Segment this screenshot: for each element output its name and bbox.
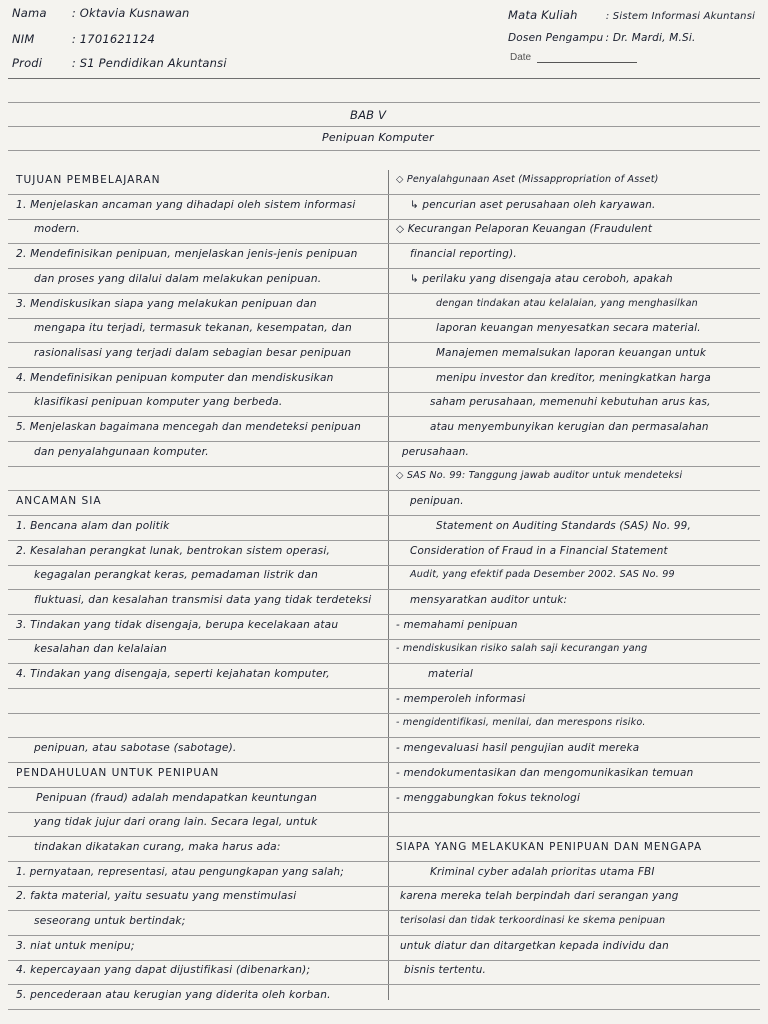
left-text-line: 1. pernyataan, representasi, atau pengungkapan yang salah; bbox=[16, 865, 344, 878]
left-text-line: kegagalan perangkat keras, pemadaman listrik dan bbox=[34, 569, 319, 582]
rule-line bbox=[8, 78, 760, 79]
right-text-line: penipuan. bbox=[410, 495, 464, 508]
right-text-line: ◇ Penyalahgunaan Aset (Missappropriation of Asset) bbox=[396, 174, 659, 185]
left-text-line: yang tidak jujur dari orang lain. Secara legal, untuk bbox=[34, 816, 318, 829]
nim-row bbox=[12, 32, 155, 46]
rule-line bbox=[8, 812, 760, 813]
right-text-line: financial reporting). bbox=[410, 248, 517, 261]
prodi-row bbox=[12, 56, 227, 70]
right-text-line: dengan tindakan atau kelalaian, yang menghasilkan bbox=[436, 297, 698, 309]
left-text-line: fluktuasi, dan kesalahan transmisi data yang tidak terdeteksi bbox=[34, 593, 372, 606]
left-text-line: rasionalisasi yang terjadi dalam sebagian besar penipuan bbox=[34, 346, 352, 359]
left-text-line: 4. Tindakan yang disengaja, seperti kejahatan komputer, bbox=[16, 668, 330, 680]
rule-line bbox=[8, 861, 760, 862]
dosen-label: Dosen Pengampu bbox=[508, 32, 604, 44]
rule-line bbox=[8, 515, 760, 516]
rule-line bbox=[8, 342, 760, 343]
left-text-line: 2. Kesalahan perangkat lunak, bentrokan sistem operasi, bbox=[16, 544, 331, 557]
rule-line bbox=[8, 935, 760, 936]
left-text-line: 3. niat untuk menipu; bbox=[16, 939, 135, 952]
left-text-line: mengapa itu terjadi, termasuk tekanan, kesempatan, dan bbox=[34, 322, 352, 335]
left-text-line: 5. pencederaan atau kerugian yang diderita oleh korban. bbox=[16, 989, 331, 1002]
right-text-line: Kriminal cyber adalah prioritas utama FBI bbox=[430, 865, 655, 878]
rule-line bbox=[8, 1009, 760, 1010]
rule-line bbox=[8, 663, 760, 664]
left-text-line: 3. Mendiskusikan siapa yang melakukan penipuan dan bbox=[16, 297, 317, 310]
right-text-line: - mendiskusikan risiko salah saji kecurangan yang bbox=[396, 643, 648, 655]
right-text-line: menipu investor dan kreditor, meningkatkan harga bbox=[436, 371, 711, 384]
left-text-line: 1. Bencana alam dan politik bbox=[16, 519, 170, 532]
right-text-line: - mendokumentasikan dan mengomunikasikan temuan bbox=[396, 766, 694, 779]
rule-line bbox=[8, 268, 760, 269]
column-divider bbox=[388, 170, 389, 1000]
section-heading: ANCAMAN SIA bbox=[16, 495, 102, 508]
topic-title: Penipuan Komputer bbox=[322, 131, 434, 144]
left-text-line: 4. kepercayaan yang dapat dijustifikasi (dibenarkan); bbox=[16, 964, 311, 977]
section-heading: PENDAHULUAN UNTUK PENIPUAN bbox=[16, 766, 220, 779]
rule-line bbox=[8, 565, 760, 566]
rule-line bbox=[8, 318, 760, 319]
rule-line bbox=[8, 441, 760, 442]
dosen-value: : Dr. Mardi, M.Si. bbox=[605, 32, 696, 44]
left-text-line: 4. Mendefinisikan penipuan komputer dan mendiskusikan bbox=[16, 371, 334, 384]
rule-line bbox=[8, 984, 760, 985]
prodi-label: Prodi bbox=[12, 56, 43, 70]
right-text-line: Consideration of Fraud in a Financial Statement bbox=[410, 544, 668, 557]
right-text-line: Manajemen memalsukan laporan keuangan untuk bbox=[436, 346, 707, 359]
right-text-line: bisnis tertentu. bbox=[404, 964, 487, 977]
rule-line bbox=[8, 910, 760, 911]
right-text-line: - mengidentifikasi, menilai, dan merespons risiko. bbox=[396, 717, 646, 729]
left-text-line: klasifikasi penipuan komputer yang berbeda. bbox=[34, 396, 283, 409]
right-text-line: - memperoleh informasi bbox=[396, 692, 526, 705]
left-text-line: modern. bbox=[34, 223, 80, 236]
rule-line bbox=[8, 836, 760, 837]
rule-line bbox=[8, 367, 760, 368]
rule-line bbox=[8, 219, 760, 220]
right-text-line: atau menyembunyikan kerugian dan permasalahan bbox=[430, 421, 709, 433]
rule-line bbox=[8, 416, 760, 417]
right-text-line: - menggabungkan fokus teknologi bbox=[396, 791, 581, 804]
rule-line bbox=[8, 126, 760, 127]
rule-line bbox=[8, 194, 760, 195]
left-text-line: 3. Tindakan yang tidak disengaja, berupa kecelakaan atau bbox=[16, 618, 339, 631]
matkul-label: Mata Kuliah bbox=[508, 8, 578, 22]
rule-line bbox=[8, 960, 760, 961]
date-blank-line bbox=[537, 62, 637, 63]
left-text-line: 2. Mendefinisikan penipuan, menjelaskan jenis-jenis penipuan bbox=[16, 248, 358, 261]
right-text-line: - mengevaluasi hasil pengujian audit mereka bbox=[396, 742, 640, 755]
right-text-line: untuk diatur dan ditargetkan kepada individu dan bbox=[400, 939, 669, 952]
rule-line bbox=[8, 150, 760, 151]
name-row bbox=[12, 6, 190, 20]
name-value: : Oktavia Kusnawan bbox=[71, 6, 190, 20]
date-label: Date bbox=[510, 52, 532, 63]
right-text-line: perusahaan. bbox=[402, 445, 470, 458]
right-text-line: laporan keuangan menyesatkan secara material. bbox=[436, 322, 701, 335]
rule-line bbox=[8, 614, 760, 615]
nim-label: NIM bbox=[12, 32, 35, 46]
dosen-row bbox=[508, 32, 696, 44]
rule-line bbox=[8, 102, 760, 103]
rule-line bbox=[8, 589, 760, 590]
left-text-line: 5. Menjelaskan bagaimana mencegah dan mendeteksi penipuan bbox=[16, 421, 361, 433]
left-text-line: dan proses yang dilalui dalam melakukan penipuan. bbox=[34, 272, 322, 285]
matkul-row bbox=[508, 8, 755, 22]
left-text-line: Penipuan (fraud) adalah mendapatkan keuntungan bbox=[36, 791, 318, 804]
rule-line bbox=[8, 540, 760, 541]
rule-line bbox=[8, 639, 760, 640]
rule-line bbox=[8, 688, 760, 689]
right-text-line: ◇ SAS No. 99: Tanggung jawab auditor untuk mendeteksi bbox=[396, 470, 683, 482]
right-text-line: terisolasi dan tidak terkoordinasi ke skema penipuan bbox=[400, 915, 666, 926]
right-text-line: material bbox=[428, 668, 473, 680]
rule-line bbox=[8, 490, 760, 491]
chapter-title: BAB V bbox=[350, 108, 387, 122]
matkul-value: : Sistem Informasi Akuntansi bbox=[605, 11, 756, 22]
rule-line bbox=[8, 243, 760, 244]
left-text-line: kesalahan dan kelalaian bbox=[34, 643, 167, 656]
section-heading: SIAPA YANG MELAKUKAN PENIPUAN DAN MENGAPA bbox=[396, 840, 703, 853]
rule-line bbox=[8, 886, 760, 887]
name-label: Nama bbox=[12, 6, 47, 20]
date-row bbox=[510, 52, 637, 63]
left-text-line: dan penyalahgunaan komputer. bbox=[34, 445, 209, 458]
right-text-line: Audit, yang efektif pada Desember 2002. SAS No. 99 bbox=[410, 569, 675, 581]
left-text-line: 1. Menjelaskan ancaman yang dihadapi oleh sistem informasi bbox=[16, 198, 356, 211]
left-text-line: tindakan dikatakan curang, maka harus ada: bbox=[34, 840, 281, 853]
left-text-line: penipuan, atau sabotase (sabotage). bbox=[34, 742, 237, 755]
right-text-line: karena mereka telah berpindah dari serangan yang bbox=[400, 890, 679, 903]
rule-line bbox=[8, 466, 760, 467]
left-text-line: seseorang untuk bertindak; bbox=[34, 915, 186, 927]
rule-line bbox=[8, 787, 760, 788]
right-text-line: Statement on Auditing Standards (SAS) No. 99, bbox=[436, 519, 691, 532]
rule-line bbox=[8, 713, 760, 714]
prodi-value: : S1 Pendidikan Akuntansi bbox=[71, 56, 227, 70]
right-text-line: mensyaratkan auditor untuk: bbox=[410, 593, 568, 606]
left-text-line: 2. fakta material, yaitu sesuatu yang menstimulasi bbox=[16, 890, 297, 903]
right-text-line: ◇ Kecurangan Pelaporan Keuangan (Fraudulent bbox=[396, 223, 653, 236]
rule-line bbox=[8, 737, 760, 738]
right-text-line: - memahami penipuan bbox=[396, 618, 518, 631]
rule-line bbox=[8, 392, 760, 393]
rule-line bbox=[8, 293, 760, 294]
section-heading: TUJUAN PEMBELAJARAN bbox=[16, 174, 161, 186]
rule-line bbox=[8, 762, 760, 763]
nim-value: : 1701621124 bbox=[71, 32, 155, 46]
right-text-line: ↳ pencurian aset perusahaan oleh karyawan. bbox=[410, 198, 656, 211]
right-text-line: ↳ perilaku yang disengaja atau ceroboh, apakah bbox=[410, 272, 673, 285]
right-text-line: saham perusahaan, memenuhi kebutuhan arus kas, bbox=[430, 396, 711, 409]
